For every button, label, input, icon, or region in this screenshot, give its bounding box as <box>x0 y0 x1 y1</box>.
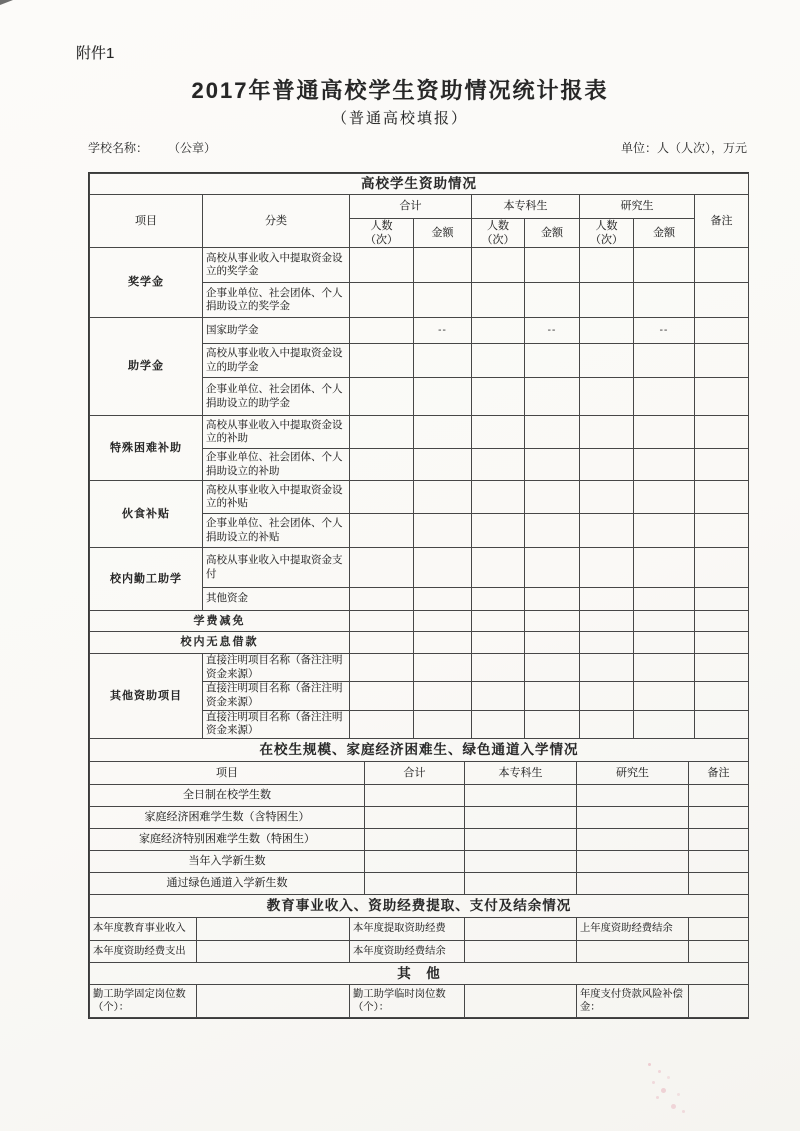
category-cell: 其他资金 <box>203 588 350 611</box>
item-cell: 其他资助项目 <box>90 654 203 739</box>
column-header-total: 合计 <box>365 761 465 784</box>
dash-cell: -- <box>525 318 580 344</box>
input-cell <box>365 872 465 894</box>
input-cell <box>350 548 414 588</box>
input-cell <box>465 872 577 894</box>
item-cell: 伙食补贴 <box>90 481 203 548</box>
input-cell <box>525 416 580 449</box>
item-cell: 特殊困难补助 <box>90 416 203 481</box>
input-cell <box>465 940 577 962</box>
column-header-amount: 金额 <box>414 218 472 248</box>
input-cell <box>689 940 749 962</box>
input-cell <box>414 248 472 283</box>
input-cell <box>350 378 414 416</box>
column-header-postgrad: 研究生 <box>580 194 695 218</box>
category-cell: 国家助学金 <box>203 318 350 344</box>
input-cell <box>414 611 472 632</box>
remark-cell <box>695 682 749 710</box>
input-cell <box>414 449 472 481</box>
row-label: 全日制在校学生数 <box>90 784 365 806</box>
budget-label: 本年度资助经费支出 <box>90 940 197 962</box>
column-header-count: 人数 （次） <box>350 218 414 248</box>
input-cell <box>465 984 577 1017</box>
budget-label: 本年度资助经费结余 <box>350 940 465 962</box>
section-title: 教育事业收入、资助经费提取、支付及结余情况 <box>90 894 749 917</box>
input-cell <box>472 283 525 318</box>
stamp-residue <box>648 1063 651 1066</box>
input-cell <box>365 828 465 850</box>
input-cell <box>350 611 414 632</box>
input-cell <box>634 588 695 611</box>
input-cell <box>525 283 580 318</box>
input-cell <box>350 283 414 318</box>
input-cell <box>689 917 749 940</box>
category-cell: 直接注明项目名称（备注注明资金来源） <box>203 682 350 710</box>
input-cell <box>525 632 580 654</box>
input-cell <box>350 318 414 344</box>
input-cell <box>634 248 695 283</box>
form-subtitle: （普通高校填报） <box>331 110 468 127</box>
input-cell <box>525 682 580 710</box>
budget-table <box>89 894 749 1018</box>
remark-cell <box>695 378 749 416</box>
school-name-label: 学校名称： <box>88 141 149 155</box>
category-cell: 高校从事业收入中提取资金支付 <box>203 548 350 588</box>
input-cell <box>465 828 577 850</box>
remark-cell <box>695 344 749 378</box>
budget-label: 本年度教育事业收入 <box>90 917 197 940</box>
input-cell <box>472 548 525 588</box>
input-cell <box>414 283 472 318</box>
input-cell <box>472 611 525 632</box>
input-cell <box>577 806 689 828</box>
category-cell: 企事业单位、社会团体、个人捐助设立的助学金 <box>203 378 350 416</box>
input-cell <box>634 481 695 514</box>
remark-cell <box>695 632 749 654</box>
input-cell <box>580 632 634 654</box>
remark-cell <box>695 611 749 632</box>
category-cell: 直接注明项目名称（备注注明资金来源） <box>203 710 350 738</box>
remark-cell <box>695 318 749 344</box>
input-cell <box>525 344 580 378</box>
column-header-amount: 金额 <box>525 218 580 248</box>
input-cell <box>472 481 525 514</box>
input-cell <box>472 682 525 710</box>
input-cell <box>580 654 634 682</box>
seal-label: （公章） <box>174 141 217 155</box>
item-cell: 助学金 <box>90 318 203 416</box>
input-cell <box>525 654 580 682</box>
input-cell <box>634 632 695 654</box>
input-cell <box>465 784 577 806</box>
category-cell: 企事业单位、社会团体、个人捐助设立的补贴 <box>203 514 350 548</box>
column-header-postgrad: 研究生 <box>577 761 689 784</box>
input-cell <box>465 917 577 940</box>
input-cell <box>465 806 577 828</box>
input-cell <box>580 344 634 378</box>
input-cell <box>577 850 689 872</box>
input-cell <box>634 548 695 588</box>
input-cell <box>472 378 525 416</box>
form-title: 2017年普通高校学生资助情况统计报表 <box>191 78 609 103</box>
input-cell <box>525 588 580 611</box>
input-cell <box>525 248 580 283</box>
budget-label: 本年度提取资助经费 <box>350 917 465 940</box>
column-header-item: 项目 <box>90 761 365 784</box>
input-cell <box>525 514 580 548</box>
input-cell <box>414 548 472 588</box>
input-cell <box>350 682 414 710</box>
remark-cell <box>689 850 749 872</box>
input-cell <box>472 449 525 481</box>
input-cell <box>472 514 525 548</box>
input-cell <box>634 283 695 318</box>
column-header-item: 项目 <box>90 194 203 248</box>
input-cell <box>580 682 634 710</box>
input-cell <box>414 416 472 449</box>
row-label: 家庭经济困难学生数（含特困生） <box>90 806 365 828</box>
input-cell <box>414 344 472 378</box>
input-cell <box>472 318 525 344</box>
item-cell: 校内勤工助学 <box>90 548 203 611</box>
other-label: 勤工助学临时岗位数（个）： <box>350 984 465 1017</box>
input-cell <box>350 344 414 378</box>
section-title: 高校学生资助情况 <box>90 174 749 195</box>
remark-cell <box>689 784 749 806</box>
input-cell <box>414 481 472 514</box>
input-cell <box>634 514 695 548</box>
remark-cell <box>695 588 749 611</box>
input-cell <box>634 611 695 632</box>
column-header-category: 分类 <box>203 194 350 248</box>
remark-cell <box>695 514 749 548</box>
full-row-label: 学费减免 <box>90 611 350 632</box>
category-cell: 企事业单位、社会团体、个人捐助设立的奖学金 <box>203 283 350 318</box>
scan-corner-artifact <box>0 0 13 5</box>
funding-table <box>89 173 749 739</box>
input-cell <box>472 710 525 738</box>
remark-cell <box>695 654 749 682</box>
input-cell <box>525 449 580 481</box>
dash-cell: -- <box>414 318 472 344</box>
input-cell <box>350 588 414 611</box>
input-cell <box>634 344 695 378</box>
input-cell <box>472 416 525 449</box>
column-header-total: 合计 <box>350 194 472 218</box>
input-cell <box>197 917 350 940</box>
input-cell <box>634 682 695 710</box>
budget-label: 上年度资助经费结余 <box>577 917 689 940</box>
input-cell <box>577 828 689 850</box>
input-cell <box>634 654 695 682</box>
input-cell <box>577 784 689 806</box>
input-cell <box>472 344 525 378</box>
input-cell <box>414 514 472 548</box>
column-header-count: 人数 （次） <box>580 218 634 248</box>
input-cell <box>197 984 350 1017</box>
input-cell <box>634 416 695 449</box>
input-cell <box>350 449 414 481</box>
remark-cell <box>695 248 749 283</box>
input-cell <box>634 710 695 738</box>
input-cell <box>350 481 414 514</box>
section-title: 在校生规模、家庭经济困难生、绿色通道入学情况 <box>90 738 749 761</box>
input-cell <box>472 632 525 654</box>
input-cell <box>525 378 580 416</box>
row-label: 家庭经济特别困难学生数（特困生） <box>90 828 365 850</box>
input-cell <box>580 710 634 738</box>
remark-cell <box>689 806 749 828</box>
category-cell: 直接注明项目名称（备注注明资金来源） <box>203 654 350 682</box>
category-cell: 高校从事业收入中提取资金设立的补助 <box>203 416 350 449</box>
report-table <box>88 172 749 1019</box>
column-header-count: 人数 （次） <box>472 218 525 248</box>
other-label: 年度支付贷款风险补偿金： <box>577 984 689 1017</box>
dash-cell: -- <box>634 318 695 344</box>
column-header-remark: 备注 <box>689 761 749 784</box>
input-cell <box>414 654 472 682</box>
column-header-undergrad: 本专科生 <box>472 194 580 218</box>
other-label: 勤工助学固定岗位数（个）： <box>90 984 197 1017</box>
input-cell <box>414 378 472 416</box>
input-cell <box>472 588 525 611</box>
input-cell <box>525 611 580 632</box>
category-cell: 企事业单位、社会团体、个人捐助设立的补助 <box>203 449 350 481</box>
category-cell: 高校从事业收入中提取资金设立的奖学金 <box>203 248 350 283</box>
input-cell <box>580 449 634 481</box>
input-cell <box>414 588 472 611</box>
column-header-undergrad: 本专科生 <box>465 761 577 784</box>
input-cell <box>580 318 634 344</box>
remark-cell <box>695 449 749 481</box>
input-cell <box>634 449 695 481</box>
remark-cell <box>695 710 749 738</box>
input-cell <box>580 611 634 632</box>
full-row-label: 校内无息借款 <box>90 632 350 654</box>
input-cell <box>580 416 634 449</box>
input-cell <box>414 632 472 654</box>
input-cell <box>634 378 695 416</box>
remark-cell <box>695 416 749 449</box>
remark-cell <box>695 283 749 318</box>
input-cell <box>414 710 472 738</box>
input-cell <box>350 632 414 654</box>
input-cell <box>525 481 580 514</box>
input-cell <box>580 588 634 611</box>
input-cell <box>580 283 634 318</box>
input-cell <box>472 248 525 283</box>
input-cell <box>577 940 689 962</box>
input-cell <box>525 710 580 738</box>
input-cell <box>350 514 414 548</box>
category-cell: 高校从事业收入中提取资金设立的助学金 <box>203 344 350 378</box>
row-label: 当年入学新生数 <box>90 850 365 872</box>
input-cell <box>350 416 414 449</box>
input-cell <box>577 872 689 894</box>
form-info-row <box>88 139 747 156</box>
attachment-label: 附件1 <box>76 45 115 62</box>
column-header-remark: 备注 <box>695 194 749 248</box>
input-cell <box>365 806 465 828</box>
remark-cell <box>689 872 749 894</box>
input-cell <box>689 984 749 1017</box>
section-title: 其 他 <box>90 962 749 984</box>
remark-cell <box>695 481 749 514</box>
input-cell <box>350 654 414 682</box>
unit-label: 单位：人（人次），万元 <box>620 141 747 155</box>
input-cell <box>525 548 580 588</box>
remark-cell <box>695 548 749 588</box>
input-cell <box>197 940 350 962</box>
column-header-amount: 金额 <box>634 218 695 248</box>
input-cell <box>414 682 472 710</box>
row-label: 通过绿色通道入学新生数 <box>90 872 365 894</box>
input-cell <box>350 710 414 738</box>
input-cell <box>580 548 634 588</box>
item-cell: 奖学金 <box>90 248 203 318</box>
input-cell <box>465 850 577 872</box>
input-cell <box>350 248 414 283</box>
enrollment-table <box>89 738 749 895</box>
remark-cell <box>689 828 749 850</box>
input-cell <box>365 850 465 872</box>
input-cell <box>580 481 634 514</box>
input-cell <box>472 654 525 682</box>
input-cell <box>580 514 634 548</box>
input-cell <box>580 378 634 416</box>
category-cell: 高校从事业收入中提取资金设立的补贴 <box>203 481 350 514</box>
input-cell <box>365 784 465 806</box>
school-name-line <box>88 139 242 156</box>
input-cell <box>580 248 634 283</box>
